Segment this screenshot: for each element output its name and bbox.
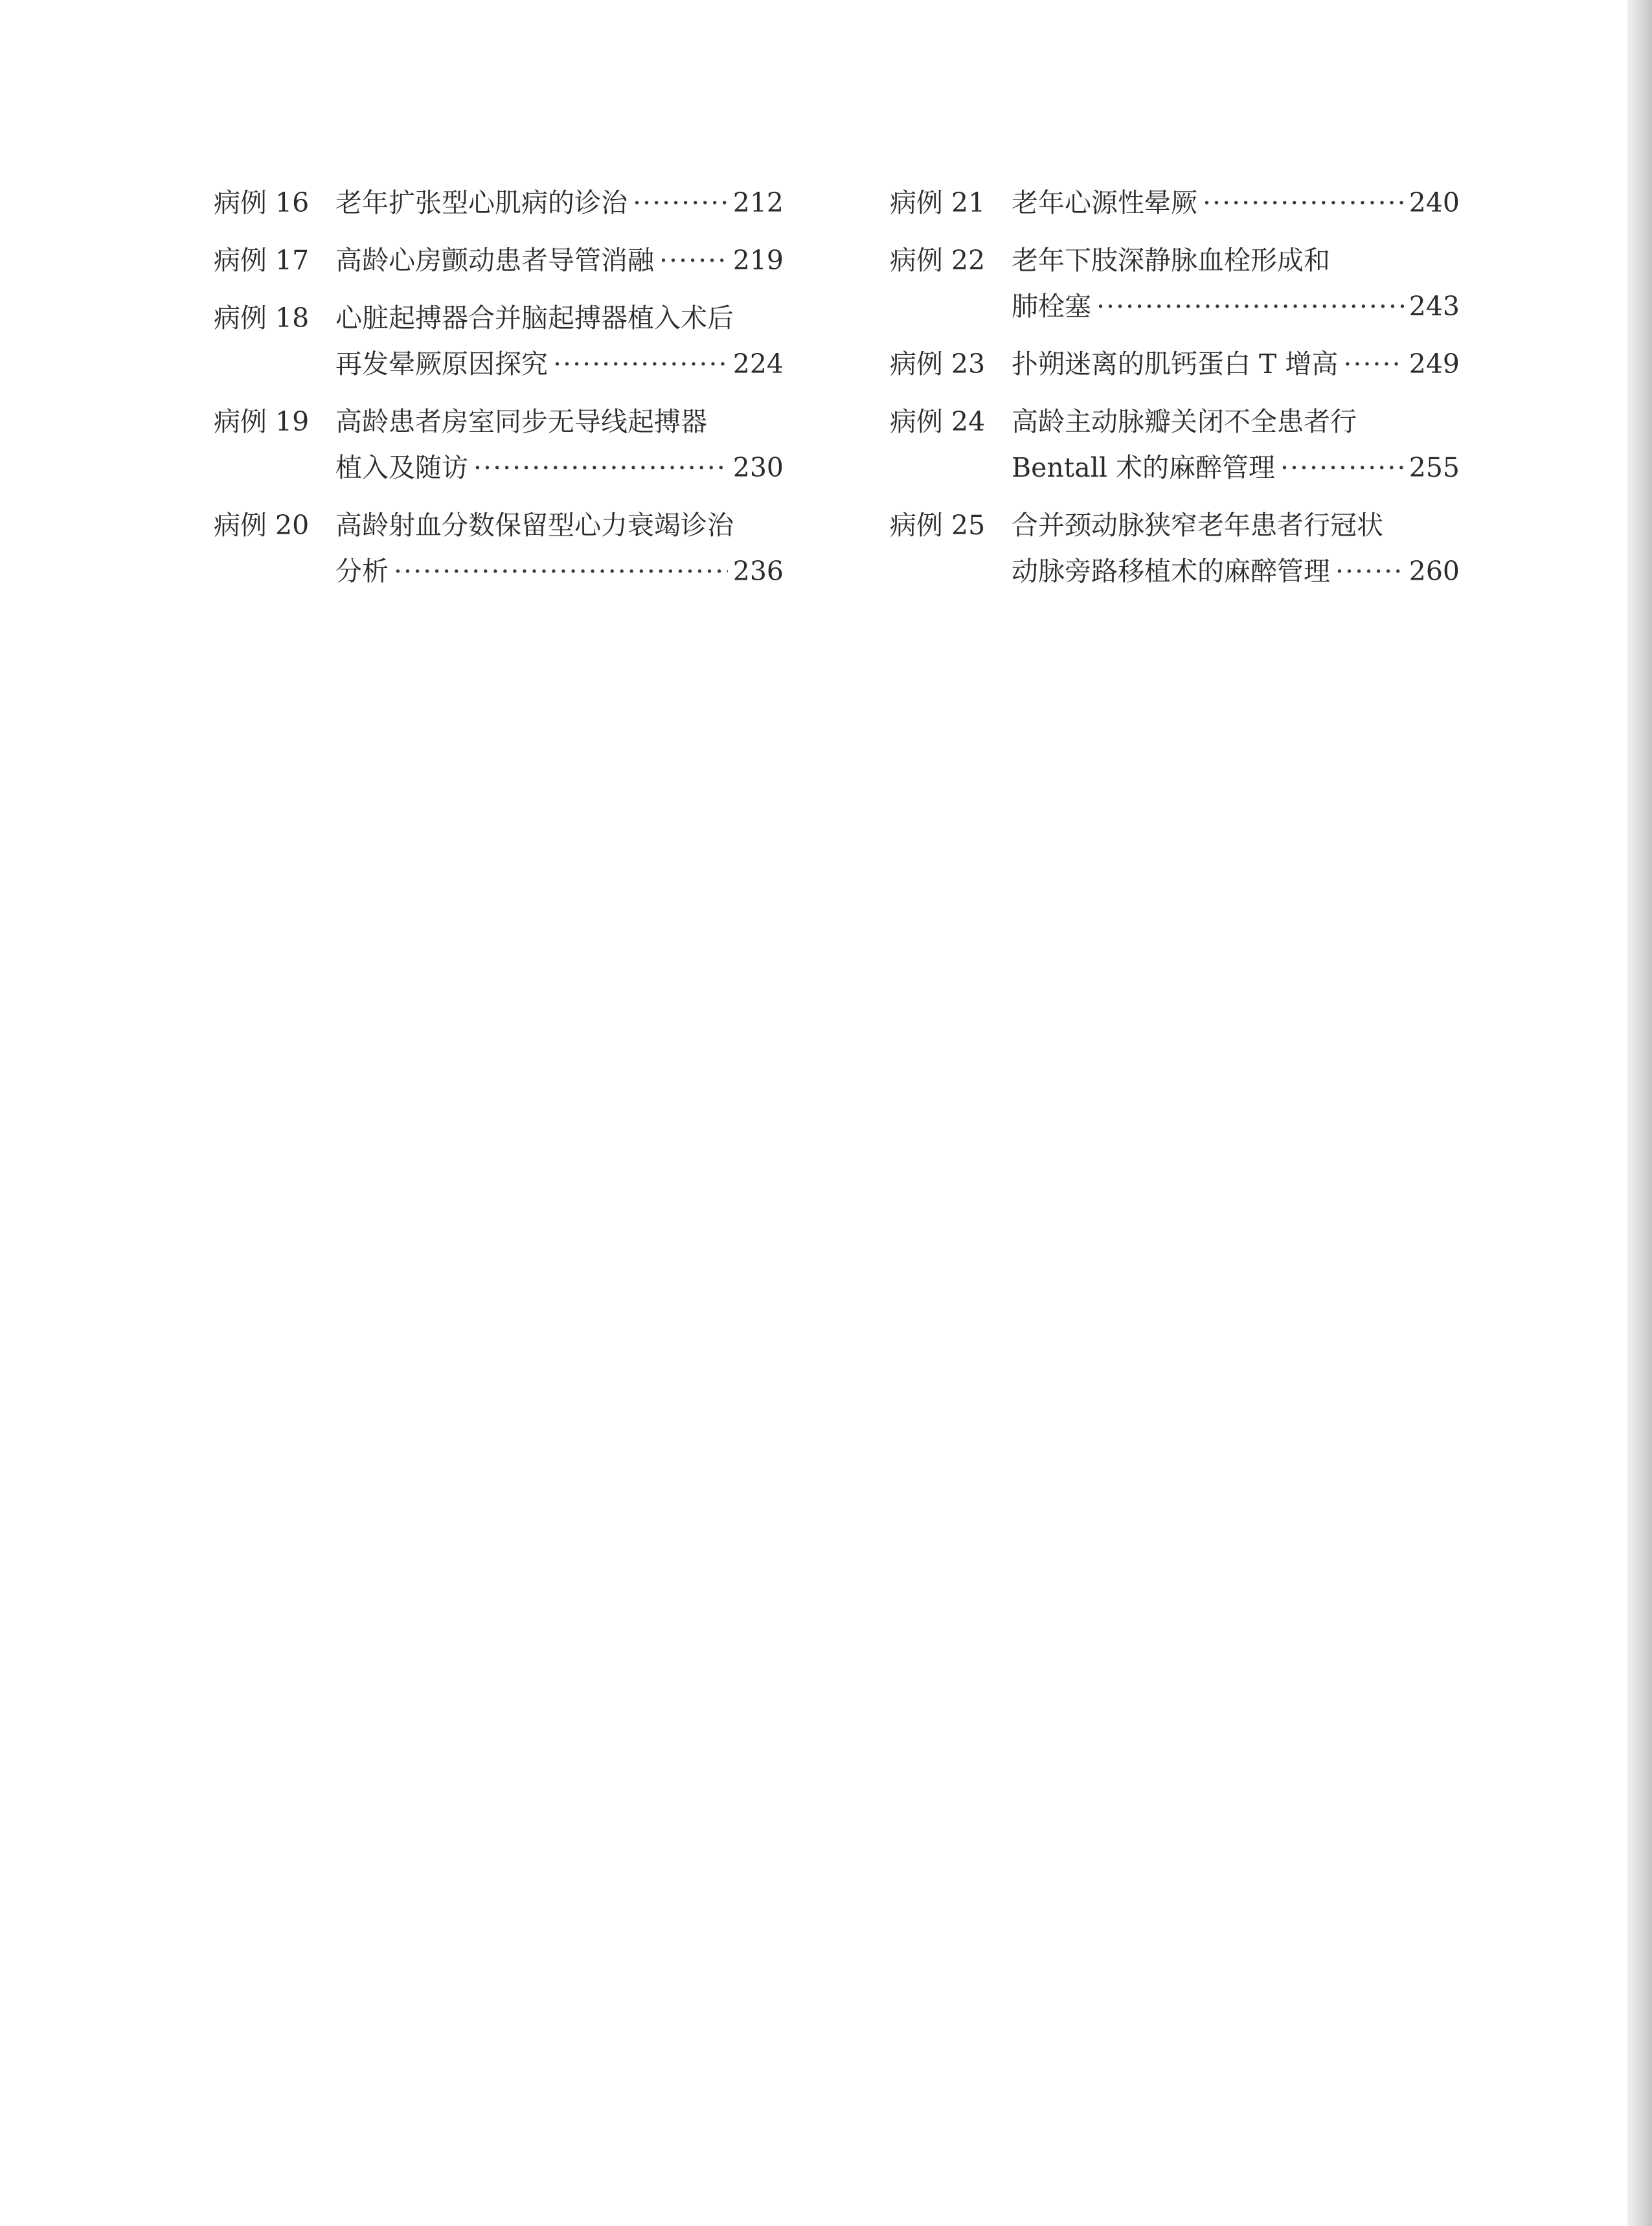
toc-entry[interactable] [890, 180, 1460, 226]
page-number: 224 [732, 348, 784, 380]
entry-body [1012, 341, 1460, 387]
entry-body [335, 295, 784, 387]
page-number: 230 [732, 452, 784, 483]
entry-title-line: 合并颈动脉狭窄老年患者行冠状 [1012, 510, 1383, 541]
entry-title-line: 高龄射血分数保留型心力衰竭诊治 [335, 510, 734, 541]
toc-entry[interactable] [890, 238, 1460, 330]
entry-title-line: 老年下肢深静脉血栓形成和 [1012, 245, 1330, 276]
dot-leader [1343, 341, 1403, 387]
entry-last-line [335, 341, 784, 387]
case-number: 病例 25 [890, 510, 986, 541]
case-number: 病例 22 [890, 245, 986, 276]
entry-title: 肺栓塞 [1012, 291, 1091, 322]
dot-leader [633, 180, 728, 226]
entry-body [1012, 238, 1460, 330]
page-edge-shadow [1627, 0, 1652, 2226]
entry-last-line [1012, 341, 1460, 387]
case-number: 病例 23 [890, 348, 986, 380]
entry-last-line [1012, 549, 1460, 595]
toc-entry[interactable] [214, 238, 784, 284]
case-number: 病例 17 [214, 245, 310, 276]
page-number: 255 [1409, 452, 1460, 483]
entry-body [335, 238, 784, 284]
entry-title: 再发晕厥原因探究 [335, 348, 548, 380]
toc-right-column [890, 180, 1460, 606]
page-number: 243 [1409, 291, 1460, 322]
page-number: 236 [732, 556, 784, 587]
dot-leader [1280, 445, 1404, 491]
entry-title: Bentall 术的麻醉管理 [1012, 452, 1275, 483]
entry-body [1012, 399, 1460, 491]
dot-leader [553, 341, 728, 387]
dot-leader [1096, 284, 1404, 330]
case-number: 病例 16 [214, 187, 310, 218]
entry-body [1012, 503, 1460, 595]
entry-title: 分析 [335, 556, 389, 587]
toc-entry[interactable] [214, 295, 784, 387]
dot-leader [1335, 549, 1404, 595]
page-number: 260 [1409, 556, 1460, 587]
entry-title: 扑朔迷离的肌钙蛋白 T 增高 [1012, 348, 1339, 380]
entry-body [335, 180, 784, 226]
toc-entry[interactable] [890, 341, 1460, 387]
entry-title: 植入及随访 [335, 452, 468, 483]
entry-title-line: 高龄患者房室同步无导线起搏器 [335, 406, 707, 437]
entry-body [335, 399, 784, 491]
dot-leader [473, 445, 728, 491]
dot-leader [394, 549, 728, 595]
entry-title: 老年扩张型心肌病的诊治 [335, 187, 628, 218]
entry-title-line: 心脏起搏器合并脑起搏器植入术后 [335, 302, 734, 334]
entry-last-line [335, 180, 784, 226]
case-number: 病例 19 [214, 406, 310, 437]
page-number: 212 [732, 187, 784, 218]
case-number: 病例 21 [890, 187, 986, 218]
toc-entry[interactable] [214, 399, 784, 491]
page-number: 219 [732, 245, 784, 276]
toc-left-column [214, 180, 784, 606]
entry-body [1012, 180, 1460, 226]
toc-entry[interactable] [214, 180, 784, 226]
page-number: 249 [1409, 348, 1460, 380]
entry-title: 老年心源性晕厥 [1012, 187, 1197, 218]
case-number: 病例 18 [214, 302, 310, 334]
entry-last-line [1012, 445, 1460, 491]
dot-leader [1203, 180, 1404, 226]
toc-entry[interactable] [214, 503, 784, 595]
entry-body [335, 503, 784, 595]
toc-entry[interactable] [890, 399, 1460, 491]
page-number: 240 [1409, 187, 1460, 218]
dot-leader [659, 238, 728, 284]
case-number: 病例 24 [890, 406, 986, 437]
entry-title-line: 高龄主动脉瓣关闭不全患者行 [1012, 406, 1357, 437]
case-number: 病例 20 [214, 510, 310, 541]
toc-entry[interactable] [890, 503, 1460, 595]
entry-title: 高龄心房颤动患者导管消融 [335, 245, 654, 276]
entry-last-line [335, 238, 784, 284]
entry-title: 动脉旁路移植术的麻醉管理 [1012, 556, 1330, 587]
entry-last-line [335, 549, 784, 595]
entry-last-line [1012, 284, 1460, 330]
entry-last-line [1012, 180, 1460, 226]
entry-last-line [335, 445, 784, 491]
